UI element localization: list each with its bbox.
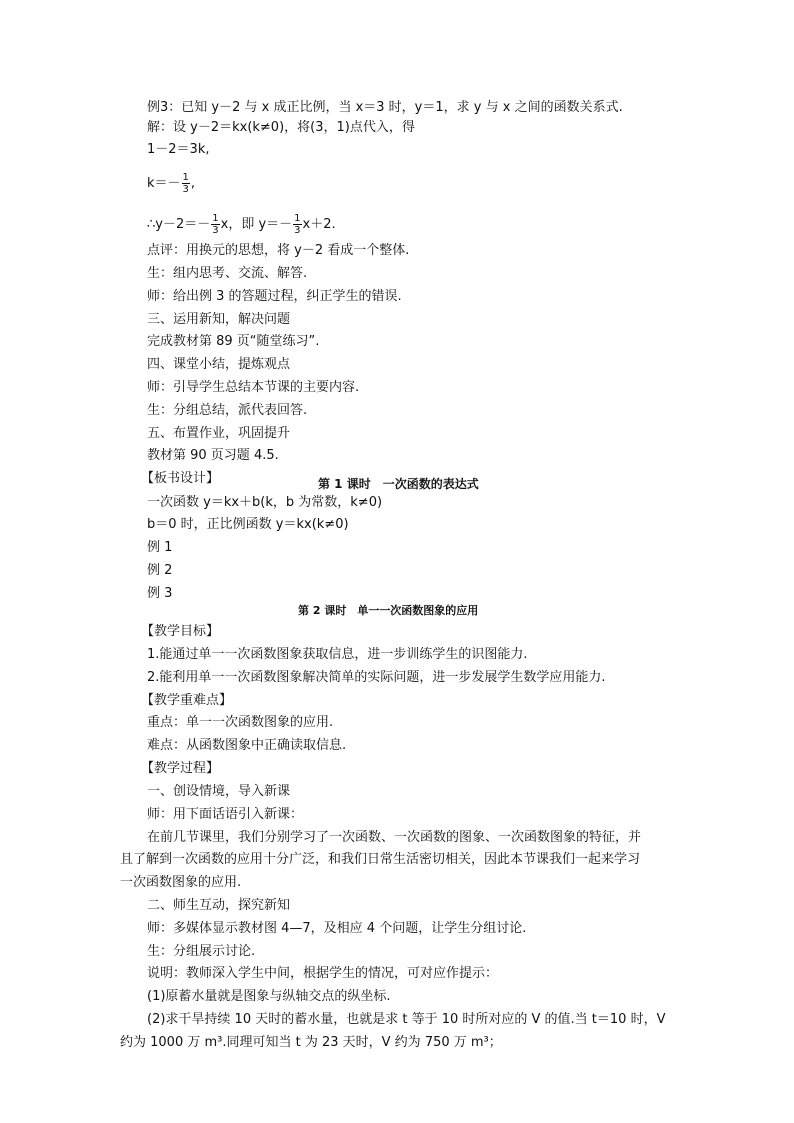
intro-paragraph-line-2: 且了解到一次函数的应用十分广泛，和我们日常生活密切相关，因此本节课我们一起来学习 — [120, 852, 641, 867]
difficulty-line: 难点：从函数图象中正确读取信息. — [147, 738, 347, 753]
student-line-1: 生：组内思考、交流、解答. — [147, 266, 308, 281]
homework-line: 教材第 90 页习题 4.5. — [147, 448, 279, 463]
section-heading-3: 三、运用新知，解决问题 — [147, 312, 291, 327]
goal-1: 1.能通过单一一次函数图象获取信息，进一步训练学生的识图能力. — [147, 647, 528, 662]
teacher-multimedia-line: 师：多媒体显示教材图 4—7，及相应 4 个问题，让学生分组讨论. — [147, 921, 527, 936]
solution-line-4 — [147, 213, 336, 236]
teacher-intro-line: 师：用下面话语引入新课： — [147, 807, 304, 822]
section-heading-1: 一、创设情境，导入新课 — [147, 784, 291, 799]
fraction-denominator: 3 — [182, 184, 189, 195]
teacher-line-1: 师：给出例 3 的答题过程，纠正学生的错误. — [147, 289, 402, 304]
fraction-numerator: 1 — [182, 172, 189, 183]
example-1-label: 例 1 — [147, 540, 173, 555]
solution-line-1: 解：设 y－2＝kx(k≠0)，将(3，1)点代入，得 — [147, 120, 415, 135]
section-heading-5: 五、布置作业，巩固提升 — [147, 426, 291, 441]
final-expression-text: x＋2. — [302, 217, 336, 232]
hint-2-line-2: 约为 1000 万 m³.同理可知当 t 为 23 天时，V 约为 750 万 m³； — [120, 1035, 502, 1050]
practice-line: 完成教材第 89 页“随堂练习”. — [147, 334, 320, 349]
proportional-function-line: b＝0 时，正比例函数 y＝kx(k≠0) — [147, 517, 349, 532]
key-difficulty-heading: 【教学重难点】 — [141, 693, 233, 708]
therefore-text: ∴y－2＝－ — [147, 217, 211, 232]
example3-question: 例3：已知 y－2 与 x 成正比例，当 x＝3 时，y＝1，求 y 与 x 之间的函数关系式. — [147, 100, 623, 115]
example-3-label: 例 3 — [147, 586, 173, 601]
k-equals-text: k＝－ — [147, 176, 181, 191]
comma-text: , — [190, 176, 196, 191]
hint-1-line: (1)原蓄水量就是图象与纵轴交点的纵坐标. — [147, 989, 391, 1004]
comment-line: 点评：用换元的思想，将 y－2 看成一个整体. — [147, 243, 410, 258]
fraction-one-third-b: $\frac{1}{3}$ — [294, 213, 301, 236]
fraction-one-third-a: $\frac{1}{3}$ — [212, 213, 219, 236]
section-heading-4: 四、课堂小结，提炼观点 — [147, 357, 291, 372]
intro-paragraph-line-3: 一次函数图象的应用. — [120, 875, 242, 890]
board-design-heading: 【板书设计】 — [141, 471, 220, 486]
key-point-line: 重点：单一一次函数图象的应用. — [147, 715, 334, 730]
example-2-label: 例 2 — [147, 563, 173, 578]
fraction-one-third — [182, 172, 190, 195]
explanation-line: 说明：教师深入学生中间，根据学生的情况，可对应作提示： — [147, 966, 499, 981]
section-heading-2: 二、师生互动，探究新知 — [147, 898, 291, 913]
teaching-goals-heading: 【教学目标】 — [141, 624, 220, 639]
solution-line-2: 1－2＝3k, — [147, 142, 210, 157]
teaching-process-heading: 【教学过程】 — [141, 761, 220, 776]
intro-paragraph-line-1: 在前几节课里，我们分别学习了一次函数、一次函数的图象、一次函数图象的特征，并 — [147, 830, 642, 845]
solution-line-3 — [147, 172, 195, 195]
linear-function-definition: 一次函数 y＝kx＋b(k，b 为常数，k≠0) — [147, 495, 383, 510]
goal-2: 2.能利用单一一次函数图象解决简单的实际问题，进一步发展学生数学应用能力. — [147, 670, 606, 685]
teacher-line-2: 师：引导学生总结本节课的主要内容. — [147, 380, 360, 395]
student-display-line: 生：分组展示讨论. — [147, 944, 256, 959]
lesson-1-title: 第 1 课时 一次函数的表达式 — [318, 477, 479, 491]
that-is-text: x，即 y＝－ — [220, 217, 293, 232]
lesson-2-title: 第 2 课时 单一一次函数图象的应用 — [298, 604, 479, 617]
student-line-2: 生：分组总结，派代表回答. — [147, 403, 308, 418]
hint-2-line-1: (2)求干旱持续 10 天时的蓄水量，也就是求 t 等于 10 时所对应的 V 的值.当 t＝10 时，V — [147, 1012, 666, 1027]
